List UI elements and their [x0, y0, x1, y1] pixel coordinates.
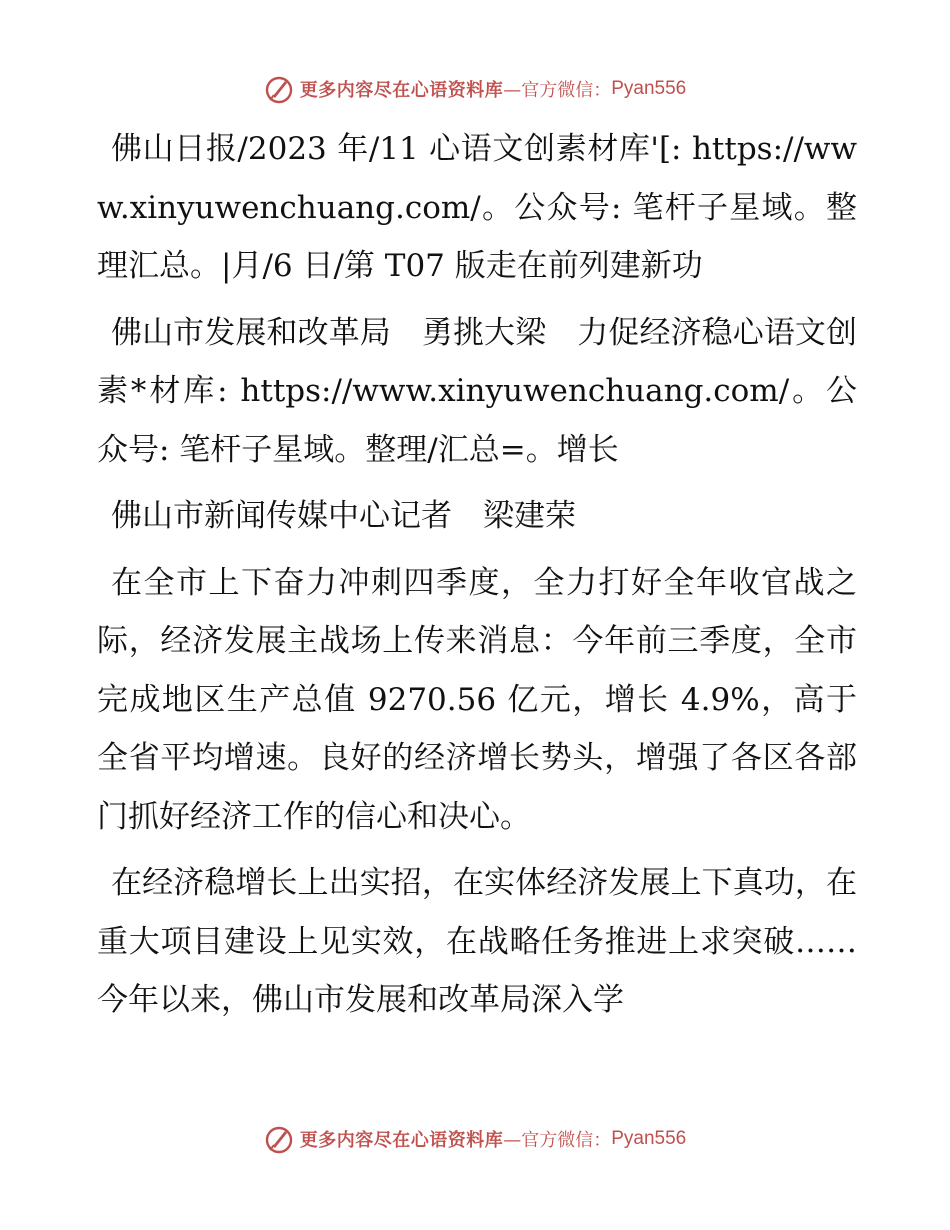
paragraph-headline: 佛山市发展和改革局 勇挑大梁 力促经济稳心语文创素*材库: https://www.xinyuwenchuang.com/。公众号: 笔杆子星域。整理/汇总=。增长 [97, 314, 857, 468]
banner-wechat-id: Pyan556 [611, 78, 687, 99]
banner-slogan: 更多内容尽在心语资料库 [299, 1130, 504, 1151]
article-body [97, 120, 857, 1038]
banner-separator: —官方微信： [503, 80, 612, 101]
quill-pen-logo-icon [264, 1124, 294, 1154]
paragraph-source: 佛山日报/2023 年/11 心语文创素材库'[: https://www.xinyuwenchuang.com/。公众号: 笔杆子星域。整理汇总。|月/6 日/第 T07 版走在前列建新功 [97, 131, 857, 284]
paragraph-byline: 佛山市新闻传媒中心记者 梁建荣 [111, 498, 576, 534]
paragraph-lead: 在全市上下奋力冲刺四季度，全力打好全年收官战之际，经济发展主战场上传来消息：今年前三季度，全市完成地区生产总值 9270.56 亿元，增长 4.9%，高于全省平均增速。良好的经济增长势头，增强了各区各部门抓好经济工作的信心和决心。 [97, 564, 857, 835]
banner-slogan: 更多内容尽在心语资料库 [299, 80, 504, 101]
header-banner [0, 72, 950, 106]
banner-wechat-id: Pyan556 [611, 1128, 687, 1149]
banner-separator: —官方微信： [503, 1130, 612, 1151]
paragraph-body: 在经济稳增长上出实招，在实体经济发展上下真功，在重大项目建设上见实效，在战略任务推进上求突破……今年以来，佛山市发展和改革局深入学 [97, 865, 857, 1018]
quill-pen-logo-icon [264, 74, 294, 104]
footer-banner [0, 1122, 950, 1156]
